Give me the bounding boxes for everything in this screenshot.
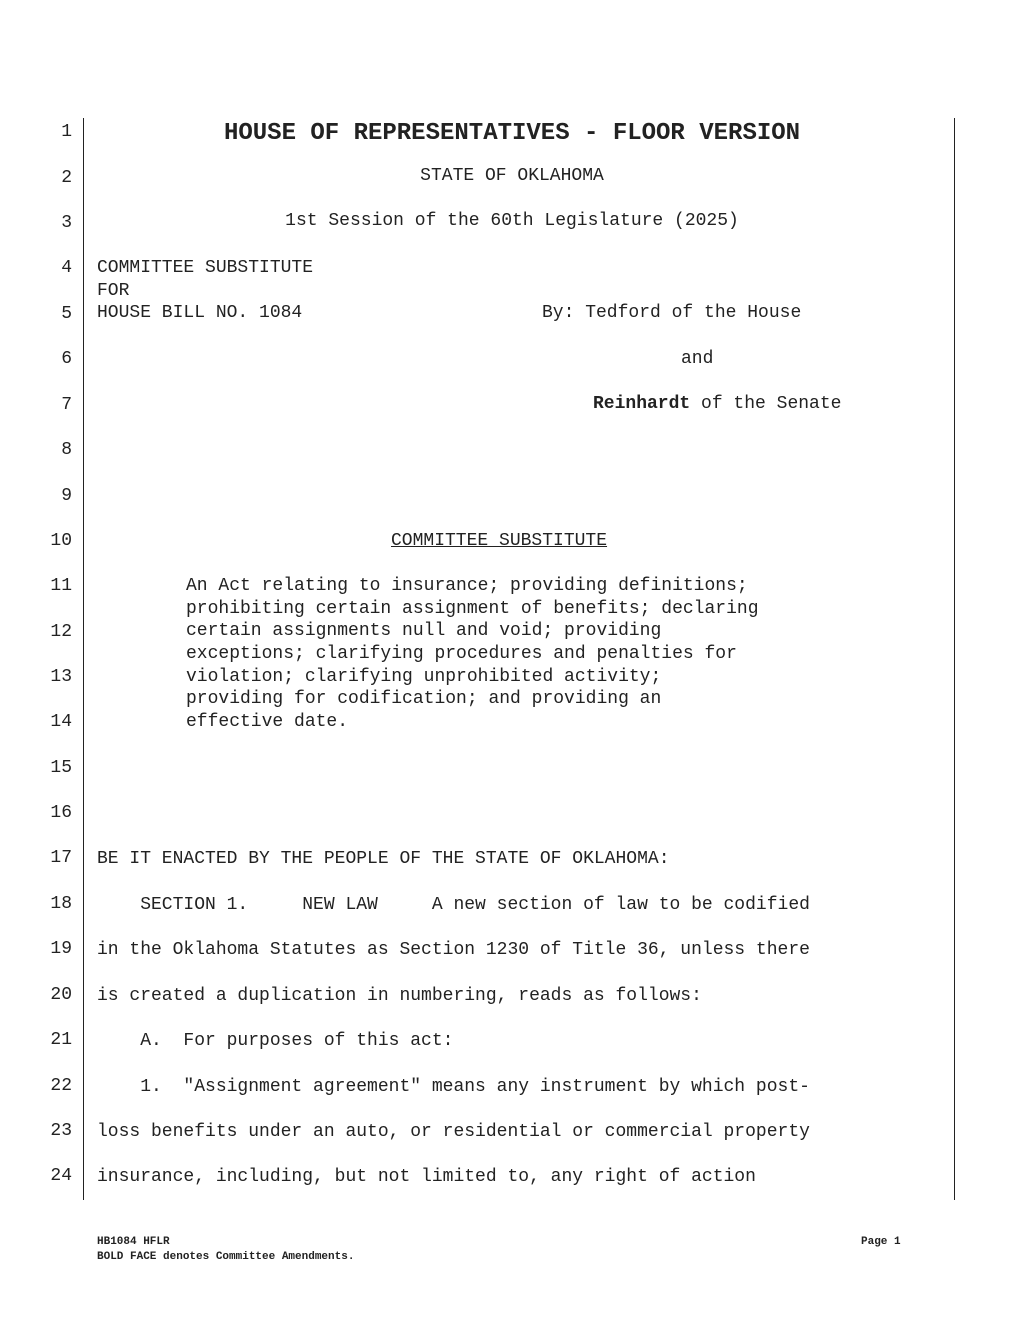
line-number: 11 bbox=[50, 576, 72, 596]
act-title-line: An Act relating to insurance; providing definitions; bbox=[186, 576, 748, 596]
and-connector: and bbox=[681, 349, 714, 369]
line-number: 23 bbox=[50, 1121, 72, 1141]
act-title-line: providing for codification; and providing an bbox=[186, 689, 662, 709]
line-number: 19 bbox=[50, 939, 72, 959]
left-margin-rule bbox=[83, 118, 84, 1200]
body-line: in the Oklahoma Statutes as Section 1230 of Title 36, unless there bbox=[97, 940, 810, 960]
footer-page-number: Page 1 bbox=[861, 1236, 901, 1248]
line-number: 2 bbox=[61, 168, 72, 188]
act-title-line: certain assignments null and void; providing bbox=[186, 621, 662, 641]
line-number: 15 bbox=[50, 758, 72, 778]
line-number: 14 bbox=[50, 712, 72, 732]
line-number: 4 bbox=[61, 258, 72, 278]
senator-name: Reinhardt bbox=[593, 394, 691, 414]
right-margin-rule bbox=[954, 118, 955, 1200]
act-title-line: exceptions; clarifying procedures and penalties for bbox=[186, 644, 737, 664]
act-title-line: effective date. bbox=[186, 712, 349, 732]
line-number: 6 bbox=[61, 349, 72, 369]
line-number: 16 bbox=[50, 803, 72, 823]
body-line: 1. "Assignment agreement" means any instrument by which post- bbox=[97, 1077, 810, 1097]
line-number: 8 bbox=[61, 440, 72, 460]
body-line: A. For purposes of this act: bbox=[97, 1031, 454, 1051]
line-number: 20 bbox=[50, 985, 72, 1005]
line-number: 21 bbox=[50, 1030, 72, 1050]
body-line: is created a duplication in numbering, reads as follows: bbox=[97, 986, 702, 1006]
footer-note: BOLD FACE denotes Committee Amendments. bbox=[97, 1251, 355, 1263]
line-number: 17 bbox=[50, 848, 72, 868]
body-line: loss benefits under an auto, or residential or commercial property bbox=[97, 1122, 810, 1142]
page-title: HOUSE OF REPRESENTATIVES - FLOOR VERSION bbox=[223, 120, 801, 147]
line-number: 1 bbox=[61, 122, 72, 142]
act-title-line: prohibiting certain assignment of benefits; declaring bbox=[186, 599, 759, 619]
bill-line-for: FOR bbox=[97, 281, 130, 301]
enacting-clause: BE IT ENACTED BY THE PEOPLE OF THE STATE OF OKLAHOMA: bbox=[97, 849, 670, 869]
line-number: 9 bbox=[61, 486, 72, 506]
line-number: 5 bbox=[61, 304, 72, 324]
bill-number: HOUSE BILL NO. 1084 bbox=[97, 303, 303, 323]
substitute-heading: COMMITTEE SUBSTITUTE bbox=[391, 531, 608, 551]
footer-bill-id: HB1084 HFLR bbox=[97, 1236, 170, 1248]
state-name: STATE OF OKLAHOMA bbox=[420, 166, 604, 186]
session-line: 1st Session of the 60th Legislature (2025) bbox=[285, 211, 739, 231]
senator-suffix: of the Senate bbox=[701, 394, 842, 414]
act-title-line: violation; clarifying unprohibited activity; bbox=[186, 667, 662, 687]
house-author: By: Tedford of the House bbox=[542, 303, 802, 323]
senate-author bbox=[593, 393, 841, 416]
line-number: 22 bbox=[50, 1076, 72, 1096]
line-number: 10 bbox=[50, 531, 72, 551]
line-number: 18 bbox=[50, 894, 72, 914]
bill-line-committee-substitute: COMMITTEE SUBSTITUTE bbox=[97, 258, 314, 278]
line-number: 13 bbox=[50, 667, 72, 687]
line-number: 12 bbox=[50, 622, 72, 642]
body-line: insurance, including, but not limited to, any right of action bbox=[97, 1167, 756, 1187]
body-line: SECTION 1. NEW LAW A new section of law to be codified bbox=[97, 895, 810, 915]
line-number: 24 bbox=[50, 1166, 72, 1186]
line-number: 3 bbox=[61, 213, 72, 233]
line-number: 7 bbox=[61, 395, 72, 415]
